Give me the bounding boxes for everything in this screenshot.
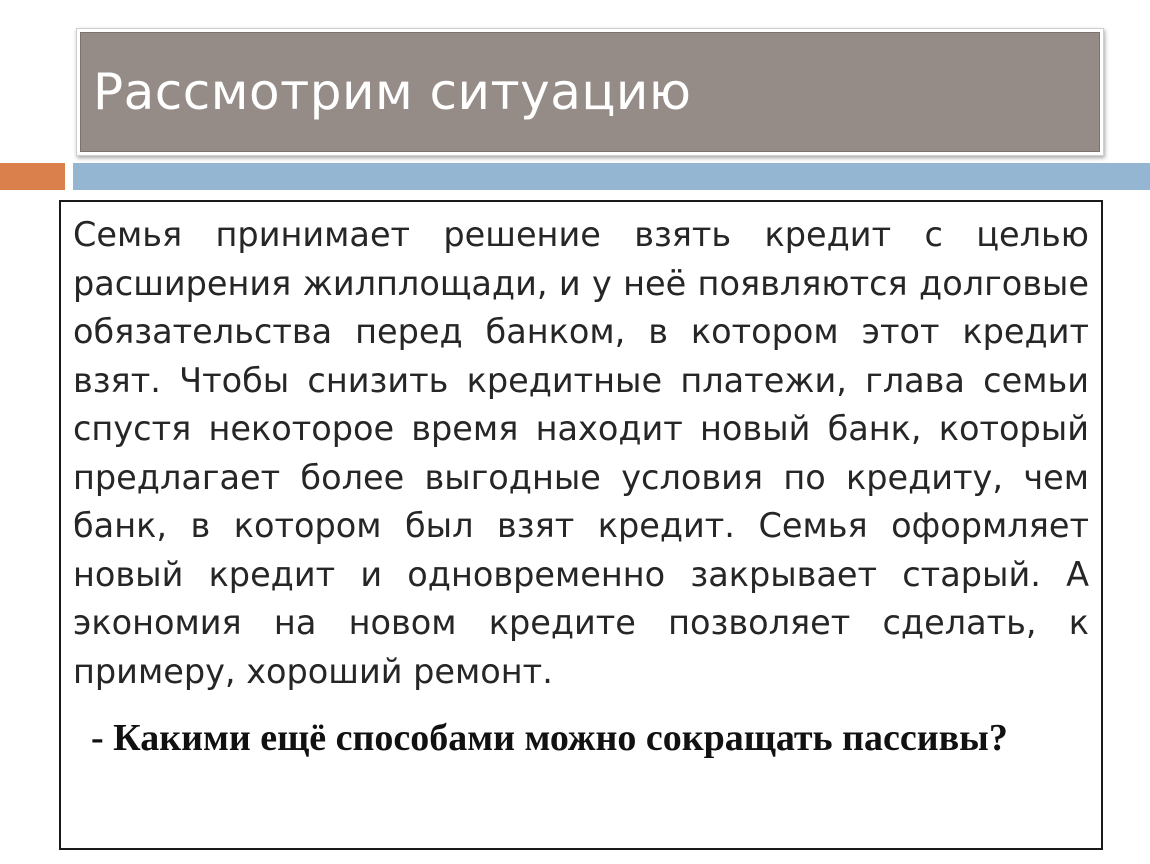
title-box	[80, 32, 1100, 152]
title-frame	[76, 28, 1104, 156]
question-text: - Какими ещё способами можно сокращать пассивы?	[91, 717, 1008, 759]
accent-bar-blue	[73, 163, 1150, 190]
content-box	[59, 200, 1103, 850]
situation-paragraph: Семья принимает решение взять кредит с целью расширения жилплощади, и у неё появляются долговые обязательства перед банком, в котором этот кредит взят. Чтобы снизить кредитные платежи, глава семьи спустя некоторое время находит новый банк, который предлагает более выгодные условия по кредиту, чем банк, в котором был взят кредит. Семья оформляет новый кредит и одновременно закрывает старый. А экономия на новом кредите позволяет сделать, к примеру, хороший ремонт.	[73, 215, 1089, 691]
slide-title: Рассмотрим ситуацию	[93, 63, 692, 121]
accent-bar-orange	[0, 163, 65, 190]
